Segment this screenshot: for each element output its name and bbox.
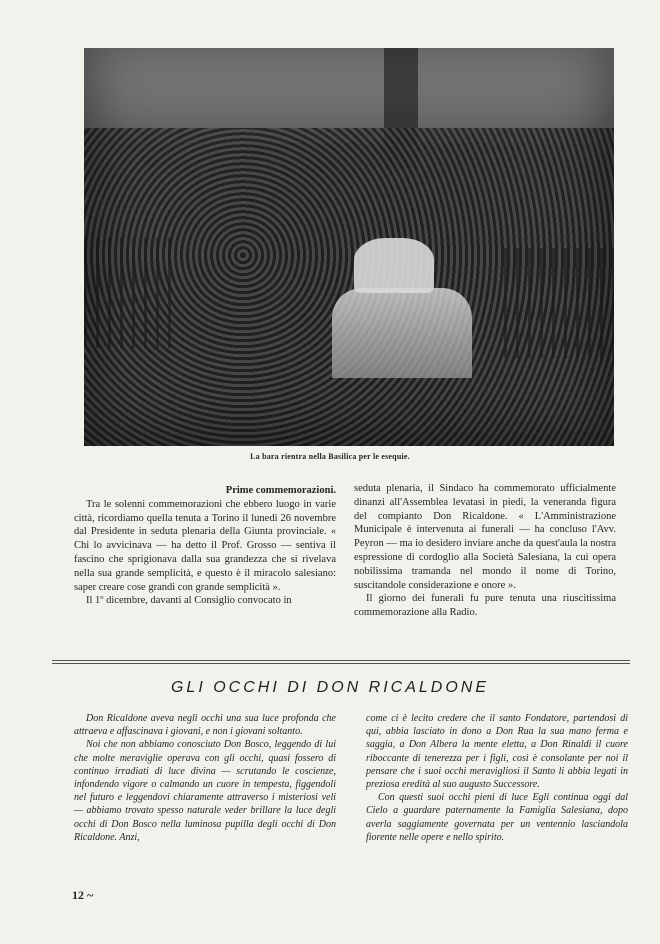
article2-paragraph: Don Ricaldone aveva negli occhi una sua luce profonda che attraeva e affascinava i giovani, e non i giovani soltanto. [74,713,336,738]
article2-paragraph: Con questi suoi occhi pieni di luce Egli continua oggi dal Cielo a guardare paternamente la Famiglia Salesiana, dopo averla saggiamente governata per un ventennio lasciandola fiorente nelle opere e nello spirito. [366,792,628,843]
page-number: 12 ~ [72,888,94,902]
article1-paragraph: Il 1º dicembre, davanti al Consiglio convocato in [86,595,292,607]
article1-paragraph: Il giorno dei funerali fu pure tenuta una riuscitissima commemorazione alla Radio. [354,593,616,619]
article1-right-column [354,482,616,620]
funeral-photo [84,48,614,446]
article2-paragraph: come ci è lecito credere che il santo Fondatore, partendosi di qui, abbia lasciato in dono a Don Rua la sua mano ferma e saggia, a Don Albera la mente eletta, a Don Rinaldi il cuore riboccante di tenerezza per i figli, così è consolante per noi il pensare che i suoi occhi meravigliosi il Santo li abbia legati in preziosa eredità al suo augusto Successore. [366,713,628,791]
section-divider [52,663,630,664]
photo-caption: La bara rientra nella Basilica per le esequie. [250,452,410,461]
article1-paragraph: Tra le solenni commemorazioni che ebbero luogo in varie città, ricordiamo quella tenuta a Torino il lunedì 26 novembre dal Presidente in seduta plenaria della Giunta provinciale. « Chi lo avvicinava — ha detto il Prof. Grosso — sentiva il fascino che sprigionava dalla sua grandezza che si rivelava nella sua grande semplicità, e questo è il miracolo salesiano: saper creare cose grandi con grande semplicità ». [74,498,336,593]
article2-title: GLI OCCHI DI DON RICALDONE [170,679,490,696]
article1-left-column [74,484,336,608]
article1-paragraph: seduta plenaria, il Sindaco ha commemorato ufficialmente dinanzi all'Assemblea levatasi in piedi, la veneranda figura del compianto Don Ricaldone. « L'Amministrazione Municipale è intervenuta ai funerali — ha concluso l'Avv. Peyron — ma io desidero inviare anche da quest'aula la nostra espressione di cordoglio alla Società Salesiana, la cui opera nobilissima tramanda nel mondo il nome di Torino, suscitandole considerazione e onore ». [354,483,616,591]
section-divider [52,660,630,661]
article2-paragraph: Noi che non abbiamo conosciuto Don Bosco, leggendo di lui che molte meraviglie operava con gli occhi, quasi fossero di continuo irradiati di luce divina — scrutando le coscienze, infondendo vigore o calmando un cuore in tempesta, figgendoli nel futuro e leggendovi chiaramente attraverso i misteriosi veli — abbiamo trovato spesso naturale veder brillare la luce degli occhi di Don Bosco nella luminosa pupilla degli occhi di Don Ricaldone. Anzi, [74,739,336,843]
article2-left-column [74,712,336,844]
article1-subheading: Prime commemorazioni. [225,485,336,496]
article2-right-column [366,712,628,844]
